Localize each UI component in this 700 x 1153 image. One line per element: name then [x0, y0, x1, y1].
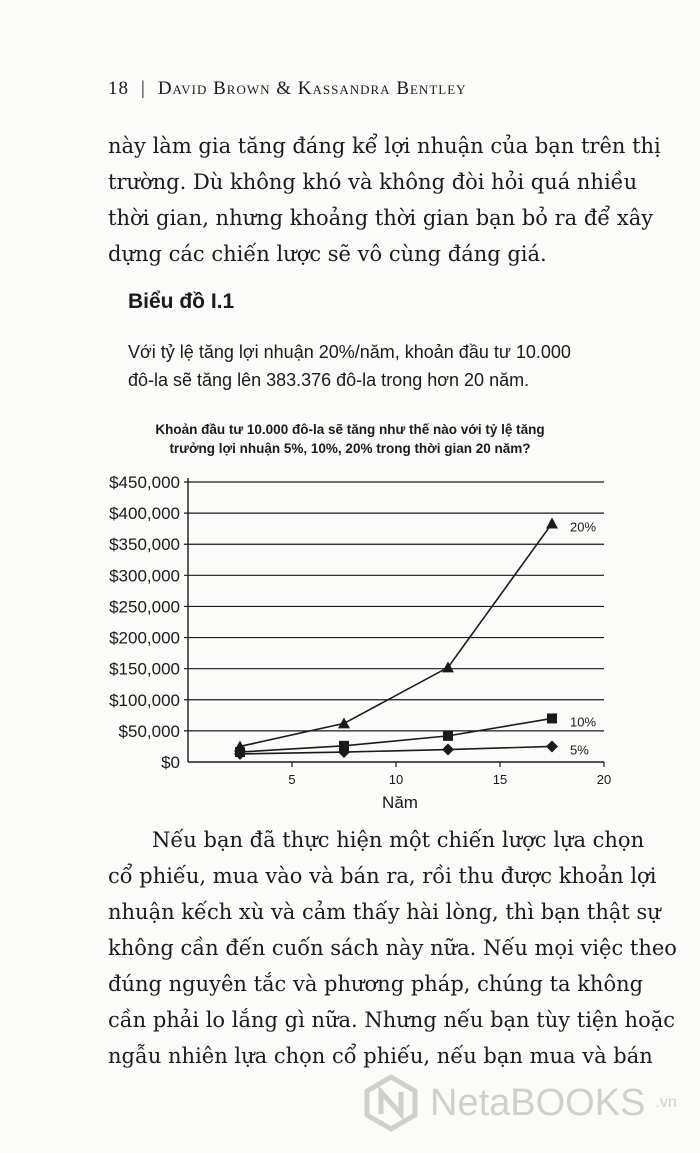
- data-point: [443, 731, 453, 741]
- chart-title-line: Khoản đầu tư 10.000 đô-la sẽ tăng như thế nào với tỷ lệ tăng: [155, 422, 545, 437]
- y-tick-label: $450,000: [109, 473, 180, 492]
- page-number: 18: [108, 78, 129, 99]
- y-tick-label: $0: [161, 753, 180, 772]
- y-tick-label: $400,000: [109, 504, 180, 524]
- series-line-10%: [240, 718, 552, 752]
- series-line-5%: [240, 746, 552, 753]
- chart-title-line: trưởng lợi nhuận 5%, 10%, 20% trong thời gian 20 năm?: [169, 441, 531, 456]
- text-line: thời gian, nhưng khoảng thời gian bạn bỏ ra để xây: [108, 206, 654, 230]
- y-tick-label: $200,000: [109, 628, 180, 648]
- text-line: đúng nguyên tắc và phương pháp, chúng ta không: [108, 972, 644, 996]
- series-line-20%: [240, 523, 552, 746]
- data-point: [547, 713, 557, 723]
- header-separator: |: [141, 78, 146, 99]
- caption-line: đô-la sẽ tăng lên 383.376 đô-la trong hơn 20 năm.: [128, 370, 530, 390]
- data-point: [442, 661, 454, 672]
- y-tick-label: $300,000: [109, 566, 180, 586]
- y-tick-label: $350,000: [109, 535, 180, 555]
- watermark-suffix: .vn: [655, 1094, 677, 1111]
- y-tick-label: $100,000: [109, 690, 180, 710]
- x-tick-label: 20: [596, 772, 612, 787]
- text-line: nhuận kếch xù và cảm thấy hài lòng, thì bạn thật sự: [108, 900, 661, 924]
- text-line: trường. Dù không khó và không đòi hỏi quá nhiều: [108, 170, 638, 194]
- text-line: Nếu bạn đã thực hiện một chiến lược lựa chọn: [152, 828, 645, 852]
- paragraph-bottom: [108, 822, 677, 1074]
- netabooks-logo-icon: [362, 1074, 420, 1132]
- x-axis-label: Năm: [382, 793, 418, 812]
- x-tick-label: 5: [288, 772, 296, 787]
- data-point: [442, 744, 454, 756]
- y-tick-label: $150,000: [109, 659, 180, 679]
- text-line: cổ phiếu, mua vào và bán ra, rồi thu được khoản lợi: [108, 864, 657, 888]
- series-label: 20%: [570, 519, 597, 535]
- data-point: [546, 740, 558, 752]
- author-names: David Brown & Kassandra Bentley: [157, 78, 467, 99]
- data-point: [338, 717, 350, 728]
- caption-line: Với tỷ lệ tăng lợi nhuận 20%/năm, khoản đầu tư 10.000: [128, 342, 571, 362]
- y-tick-label: $50,000: [118, 721, 180, 741]
- text-line: ngẫu nhiên lựa chọn cổ phiếu, nếu bạn mua và bán: [108, 1044, 653, 1068]
- text-line: dựng các chiến lược sẽ vô cùng đáng giá.: [108, 242, 547, 266]
- figure-label: Biểu đồ I.1: [128, 290, 235, 313]
- series-label: 10%: [570, 714, 597, 730]
- text-line: này làm gia tăng đáng kể lợi nhuận của bạn trên thị: [108, 134, 661, 158]
- x-tick-label: 15: [492, 772, 508, 787]
- data-point: [546, 517, 558, 528]
- text-line: cần phải lo lắng gì nữa. Nhưng nếu bạn tùy tiện hoặc: [108, 1008, 675, 1032]
- y-tick-label: $250,000: [109, 597, 180, 617]
- series-label: 5%: [570, 742, 589, 758]
- watermark: [362, 1074, 677, 1132]
- text-line: không cần đến cuốn sách này nữa. Nếu mọi việc theo: [108, 936, 677, 960]
- x-tick-label: 10: [388, 772, 404, 787]
- watermark-brand: NetaBOOKS: [430, 1081, 646, 1124]
